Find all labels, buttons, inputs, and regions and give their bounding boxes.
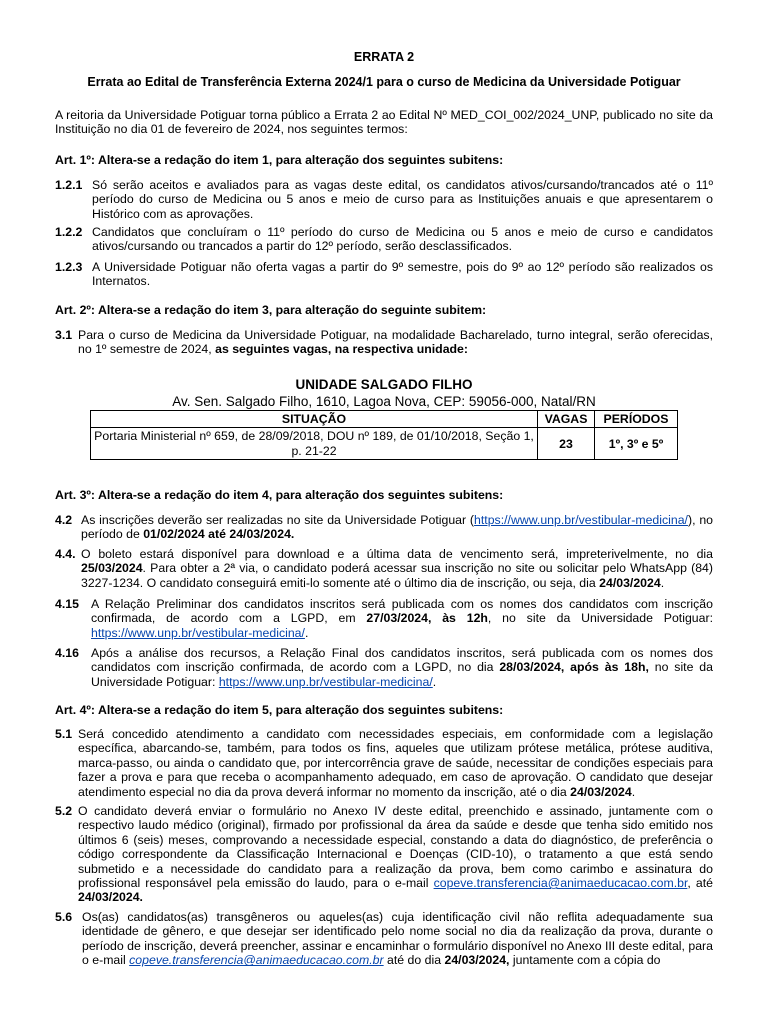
item-number: 4.2 — [55, 513, 73, 527]
item-5-1 — [55, 727, 713, 799]
vestibular-link[interactable]: https://www.unp.br/vestibular-medicina/ — [218, 674, 433, 689]
text-bold: 24/03/2024. — [78, 890, 143, 905]
text-part: juntamente com a cópia do — [509, 953, 661, 968]
table-header-row — [91, 411, 678, 428]
unit-name: UNIDADE SALGADO FILHO — [295, 377, 473, 392]
text-bold: 24/03/2024, — [444, 953, 510, 968]
item-1-2-3 — [55, 260, 713, 289]
header-vagas: VAGAS — [538, 411, 595, 428]
item-4-15 — [55, 597, 713, 640]
item-4-16 — [55, 646, 713, 689]
header-periodos: PERÍODOS — [595, 411, 678, 428]
item-number: 5.1 — [55, 727, 73, 741]
art3-heading: Art. 3º: Altera-se a redação do item 4, para alteração dos seguintes subitens: — [55, 488, 504, 502]
unit-address: Av. Sen. Salgado Filho, 1610, Lagoa Nova, CEP: 59056-000, Natal/RN — [172, 394, 596, 409]
item-1-2-1 — [55, 178, 713, 221]
table-row — [91, 428, 678, 460]
item-number: 1.2.2 — [55, 225, 83, 239]
document-subtitle: Errata ao Edital de Transferência Externa 2024/1 para o curso de Medicina da Universidade Potiguar — [87, 75, 681, 89]
item-number: 5.6 — [55, 910, 73, 924]
art4-heading: Art. 4º: Altera-se a redação do item 5, para alteração dos seguintes subitens: — [55, 703, 504, 717]
text-part: , até — [687, 876, 713, 891]
art2-heading: Art. 2º: Altera-se a redação do item 3, para alteração do seguinte subitem: — [55, 303, 487, 317]
vagas-table — [90, 410, 678, 460]
item-number: 5.2 — [55, 804, 73, 818]
item-text-bold: as seguintes vagas, na respectiva unidade: — [215, 342, 468, 357]
email-link[interactable]: copeve.transferencia@animaeducacao.com.br — [129, 953, 384, 968]
vestibular-link[interactable]: https://www.unp.br/vestibular-medicina/ — [91, 625, 305, 640]
text-part: , no site da Universidade Potiguar: — [487, 611, 713, 626]
item-number: 4.16 — [55, 646, 79, 660]
item-4-4 — [55, 547, 713, 590]
text-part: . — [304, 625, 309, 640]
art1-heading: Art. 1º: Altera-se a redação do item 1, para alteração dos seguintes subitens: — [55, 153, 504, 167]
item-number: 4.4. — [55, 547, 76, 561]
header-situacao: SITUAÇÃO — [91, 411, 538, 428]
text-part: . — [660, 575, 665, 590]
cell-vagas: 23 — [538, 428, 595, 460]
text-part: . Para obter a 2ª via, o candidato poderá acessar sua inscrição no site ou solicitar pelo WhatsApp (84) 3227-1234. O candidato conseguirá emiti-lo somente até o último dia de inscrição, ou seja, dia — [81, 561, 713, 590]
text-part: Após a análise dos recursos, a Relação Final dos candidatos inscritos, será publicada com os nomes dos candidatos com inscrição confirmada, de acordo com a LGPD, no dia — [91, 646, 713, 675]
text-bold: 25/03/2024 — [81, 561, 143, 576]
text-part: Será concedido atendimento a candidato com necessidades especiais, em conformidade com a legislação específica, abarcando-se, também, para todos os fins, aqueles que utilizam prótese metálica, prótese auditiva, marca-passo, ou ainda o candidato que, por intercorrência grave de saúde, necessitar de condições especiais para fazer a prova e para que receba o acompanhamento adequado, em caso de aprovação. O candidato que desejar atendimento especial no dia da prova deverá informar no momento da inscrição, até o dia — [78, 727, 713, 799]
item-text — [81, 547, 713, 590]
intro-paragraph: A reitoria da Universidade Potiguar torna público a Errata 2 ao Edital Nº MED_COI_002/2024_UNP, publicado no site da Instituição no dia 01 de fevereiro de 2024, nos seguintes termos: — [55, 108, 713, 137]
item-number: 1.2.1 — [55, 178, 83, 192]
item-text — [91, 646, 713, 689]
cell-situacao: Portaria Ministerial nº 659, de 28/09/2018, DOU nº 189, de 01/10/2018, Seção 1, p. 21-22 — [91, 428, 538, 460]
item-text — [81, 513, 713, 542]
text-part: ), no período de — [81, 513, 714, 542]
text-part: O boleto estará disponível para download e a última data de vencimento será, impreterivelmente, no dia — [81, 547, 713, 561]
item-text: Candidatos que concluíram o 11º período do curso de Medicina ou 5 anos e meio de curso e candidatos ativos/cursando ou trancados a partir do 12º período, serão desclassificados. — [92, 225, 713, 254]
item-5-2 — [55, 804, 713, 905]
item-text-part: Para o curso de Medicina da Universidade Potiguar, na modalidade Bacharelado, turno integral, serão oferecidas, no 1º semestre de 2024, — [78, 328, 713, 357]
item-text — [82, 910, 713, 968]
email-link[interactable]: copeve.transferencia@animaeducacao.com.br — [433, 876, 688, 891]
item-text — [78, 727, 713, 799]
cell-periodos: 1º, 3º e 5º — [595, 428, 678, 460]
item-5-6 — [55, 910, 713, 968]
text-part: Os(as) candidatos(as) transgêneros ou aqueles(as) cuja identificação civil não reflita adequadamente sua identidade de gênero, e que desejar ser identificado pelo nome social no dia da realização da prova, durante o período de inscrição, deverá preencher, assinar e encaminhar o formulário disponível no Anexo III deste edital, para o e-mail — [82, 910, 713, 968]
text-bold: 01/02/2024 até 24/03/2024. — [143, 527, 295, 542]
item-text: Só serão aceitos e avaliados para as vagas deste edital, os candidatos ativos/cursando/trancados até o 11º período do curso de Medicina ou 5 anos e meio de curso para as Instituições anuais e que apresentarem o Histórico com as aprovações. — [92, 178, 713, 221]
item-text: A Universidade Potiguar não oferta vagas a partir do 9º semestre, pois do 9º ao 12º período são realizados os Internatos. — [92, 260, 713, 289]
text-part: . — [631, 784, 636, 799]
text-part: . — [432, 674, 437, 689]
item-text — [78, 328, 713, 357]
item-4-2 — [55, 513, 713, 542]
item-number: 4.15 — [55, 597, 79, 611]
text-part: A Relação Preliminar dos candidatos inscritos será publicada com os nomes dos candidatos com inscrição confirmada, de acordo com a LGPD, em — [91, 597, 713, 626]
item-1-2-2 — [55, 225, 713, 254]
text-bold: 28/03/2024, após às 18h, — [499, 660, 649, 675]
text-part: As inscrições deverão ser realizadas no site da Universidade Potiguar ( — [81, 513, 475, 527]
document-title: ERRATA 2 — [353, 50, 415, 64]
item-text — [78, 804, 713, 905]
vestibular-link[interactable]: https://www.unp.br/vestibular-medicina/ — [474, 513, 688, 527]
text-part: O candidato deverá enviar o formulário no Anexo IV deste edital, preenchido e assinado, juntamente com o respectivo laudo médico (original), firmado por profissional da área da saúde e desde que tenha sido emitido nos últimos 6 (seis) meses, comprovando a necessidade especial, constando a data do diagnóstico, de preferência o código correspondente da Classificação Internacional e Doenças (CID-10), o tratamento a que está sendo submetido e a necessidade do candidato para a realização da prova, bem como carimbo e assinatura do profissional responsável pela emissão do laudo, para o e-mail — [78, 804, 713, 891]
text-bold: 24/03/2024 — [570, 784, 632, 799]
text-bold: 24/03/2024 — [599, 575, 661, 590]
text-part: até do dia — [383, 953, 445, 968]
item-number: 3.1 — [55, 328, 73, 342]
text-part: no site da Universidade Potiguar: — [91, 660, 713, 689]
item-number: 1.2.3 — [55, 260, 83, 274]
item-text — [91, 597, 713, 640]
item-3-1 — [55, 328, 713, 357]
text-bold: 27/03/2024, às 12h — [366, 611, 488, 626]
